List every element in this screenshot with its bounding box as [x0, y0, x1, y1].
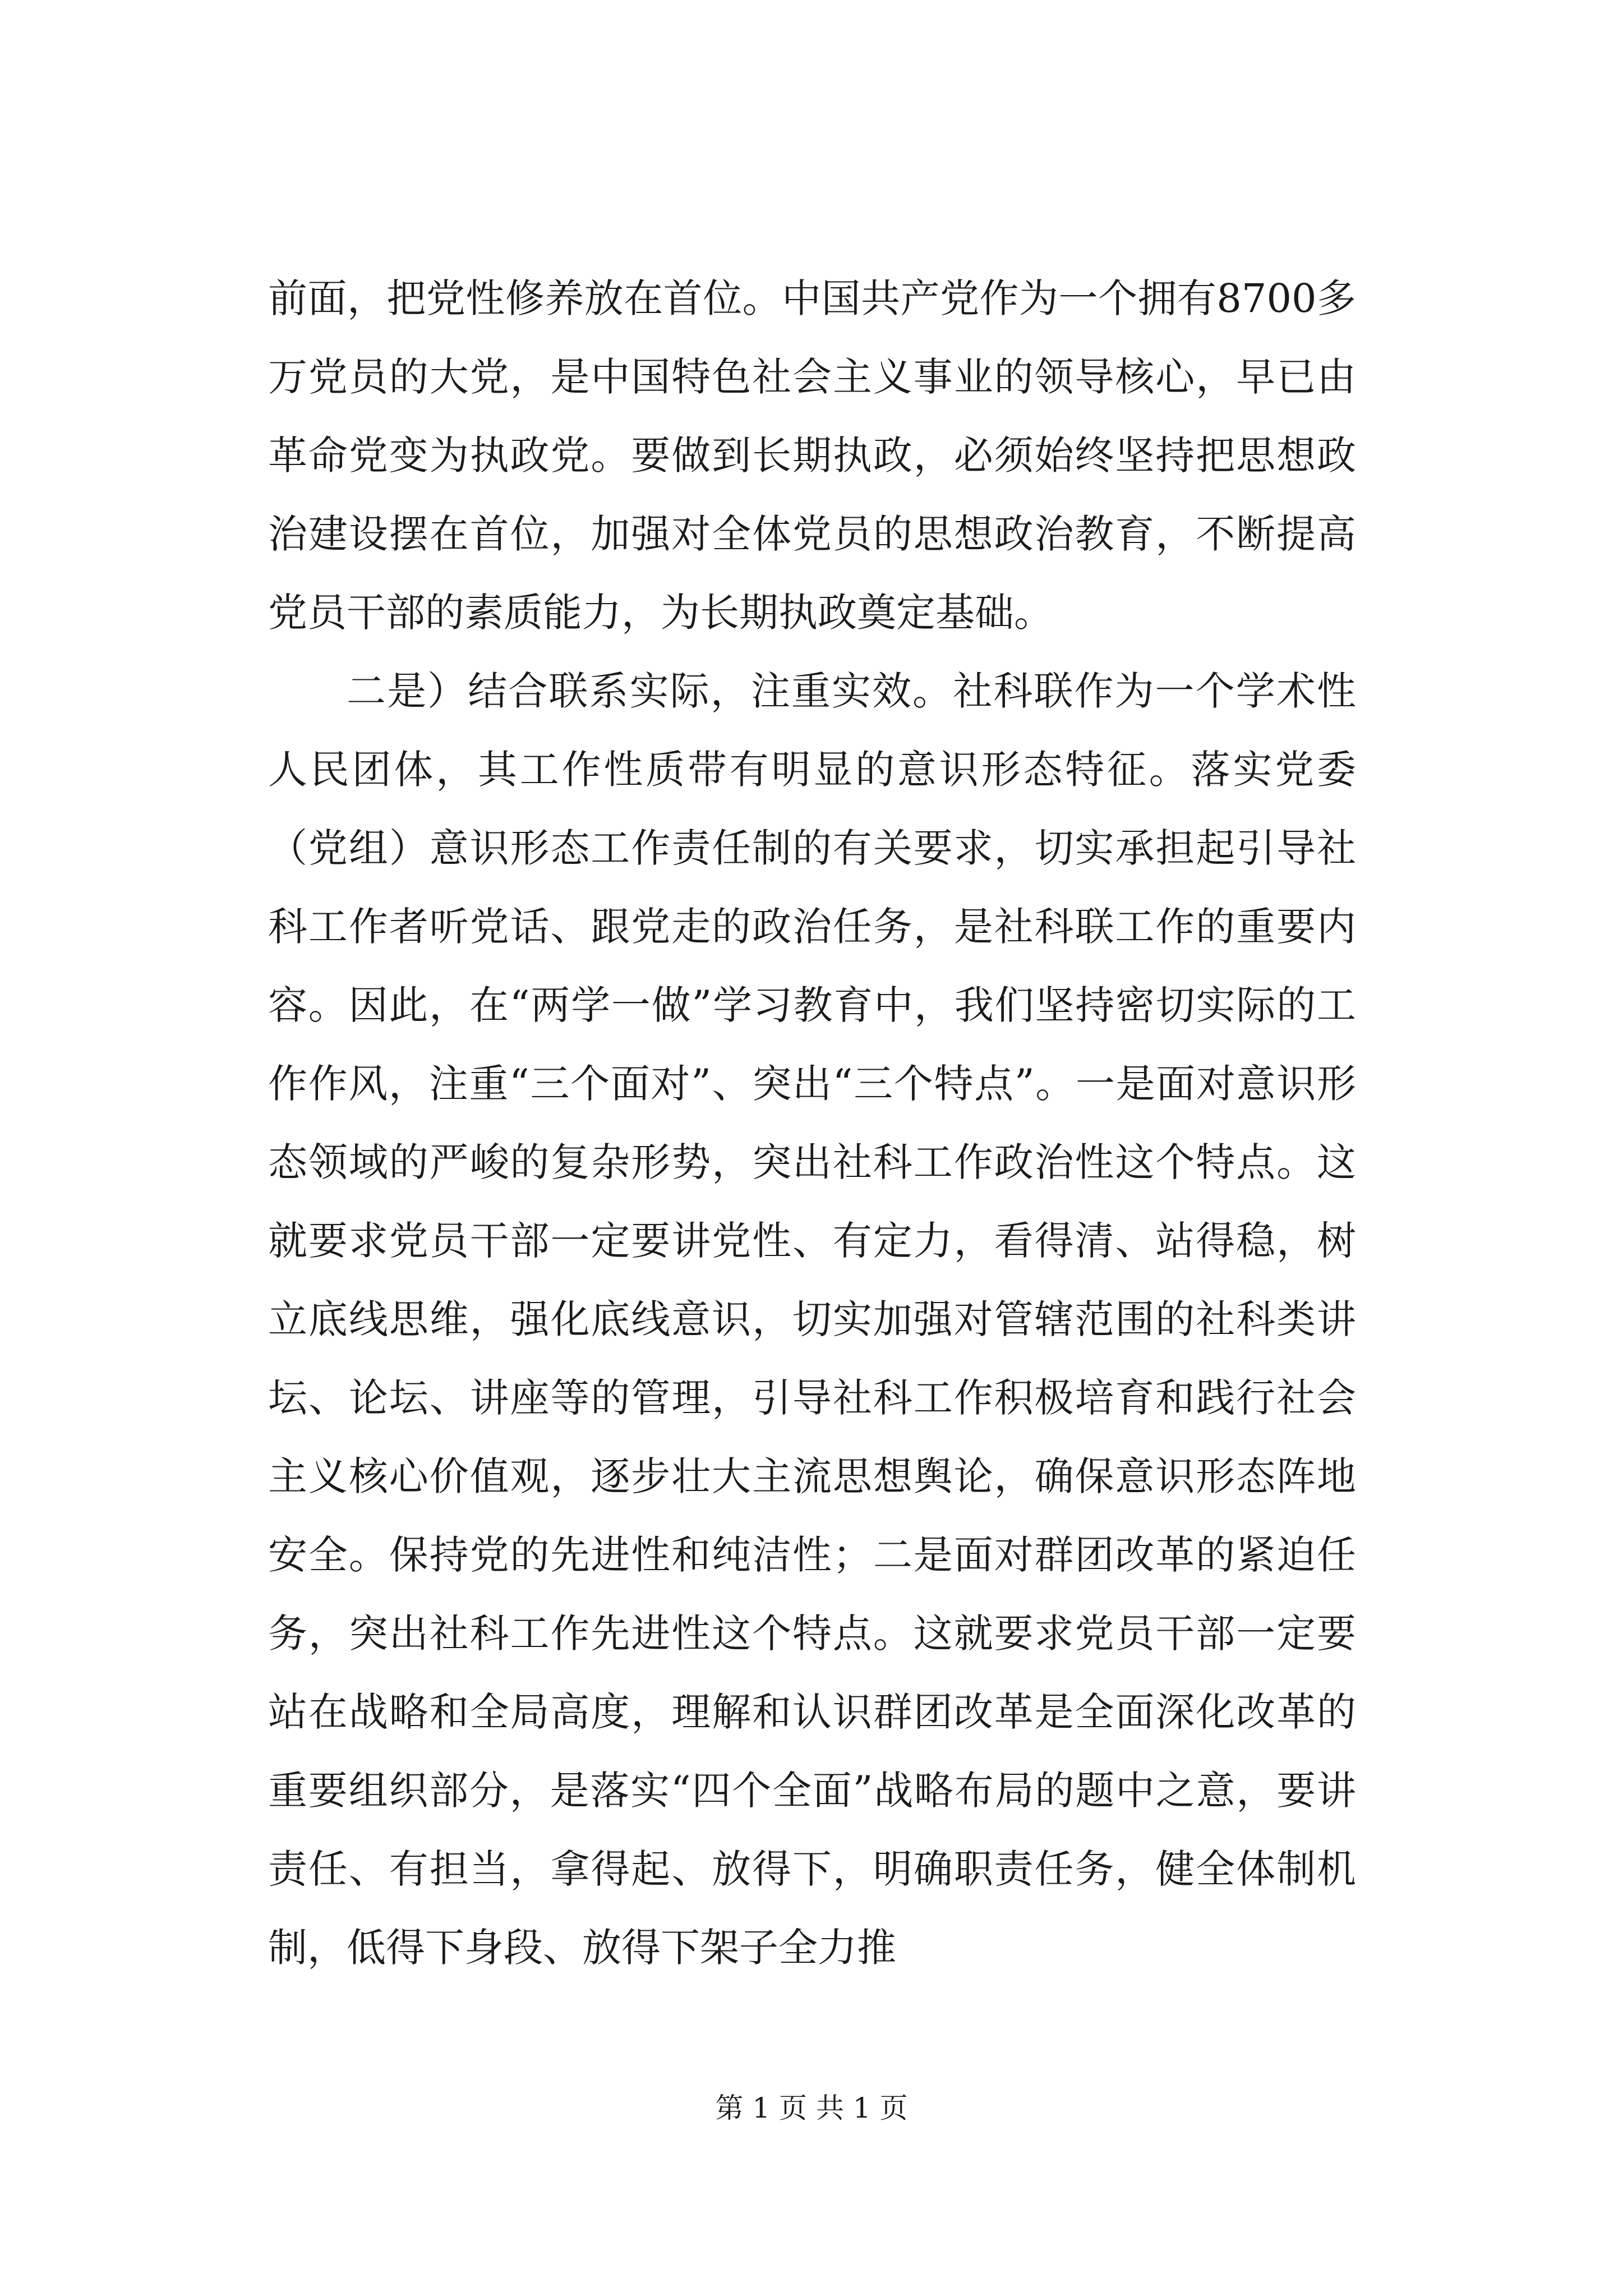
- paragraph-1: 前面，把党性修养放在首位。中国共产党作为一个拥有8700多万党员的大党，是中国特色社会主义事业的领导核心，早已由革命党变为执政党。要做到长期执政，必须始终坚持把思想政治建设摆在首位，加强对全体党员的思想政治教育，不断提高党员干部的素质能力，为长期执政奠定基础。: [268, 275, 1356, 636]
- page-footer: 第 1 页 共 1 页: [715, 2092, 908, 2124]
- paragraph-2: 二是）结合联系实际，注重实效。社科联作为一个学术性人民团体，其工作性质带有明显的意识形态特征。落实党委（党组）意识形态工作责任制的有关要求，切实承担起引导社科工作者听党话、跟党走的政治任务，是社科联工作的重要内容。因此，在“两学一做”学习教育中，我们坚持密切实际的工作作风，注重“三个面对”、突出“三个特点”。一是面对意识形态领域的严峻的复杂形势，突出社科工作政治性这个特点。这就要求党员干部一定要讲党性、有定力，看得清、站得稳，树立底线思维，强化底线意识，切实加强对管辖范围的社科类讲坛、论坛、讲座等的管理，引导社科工作积极培育和践行社会主义核心价值观，逐步壮大主流思想舆论，确保意识形态阵地安全。保持党的先进性和纯洁性；二是面对群团改革的紧迫任务，突出社科工作先进性这个特点。这就要求党员干部一定要站在战略和全局高度，理解和认识群团改革是全面深化改革的重要组织部分，是落实“四个全面”战略布局的题中之意，要讲责任、有担当，拿得起、放得下，明确职责任务，健全体制机制，低得下身段、放得下架子全力推: [268, 668, 1356, 1971]
- document-body: [268, 259, 1356, 1987]
